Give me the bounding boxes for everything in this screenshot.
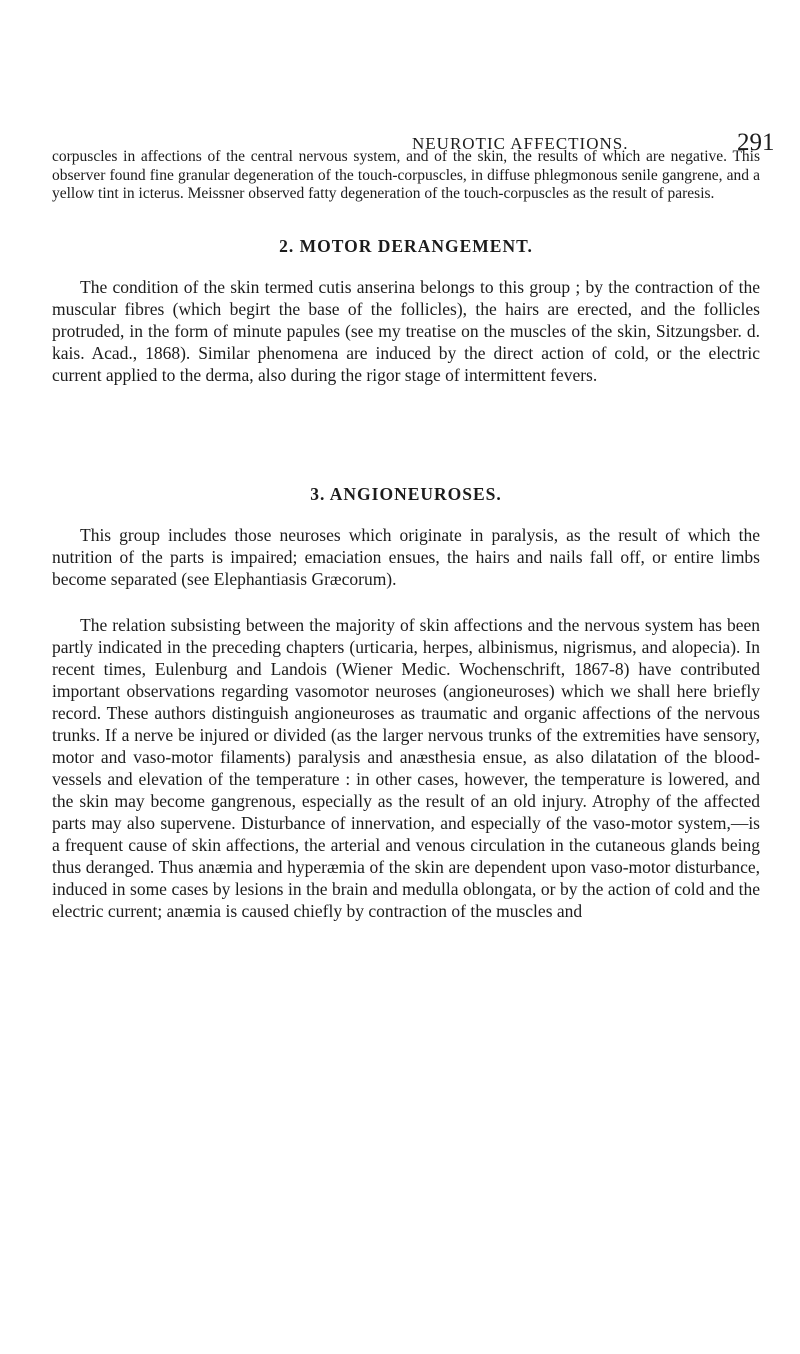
paragraph-angioneuroses-intro: This group includes those neuroses which originate in paralysis, as the result of which the nutrition of the parts is impaired; emaciation ensues, the hairs and nails fall off, or entire limbs become separated (see Elephantiasis Græcorum). <box>52 525 760 589</box>
paragraph-skin-nervous-relation: The relation subsisting between the majority of skin affections and the nervous system has been partly indicated in the preceding chapters (urticaria, herpes, albinismus, nigrismus, and alopecia). In recent times, Eulenburg and Landois (Wiener Medic. Wochenschrift, 1867-8) have contributed important observations regarding vasomotor neuroses (angioneuroses) which we shall here briefly record. These authors distinguish angioneuroses as traumatic and organic affections of the nervous trunks. If a nerve be injured or divided (as the larger nervous trunks of the extremities have sensory, motor and vaso-motor filaments) paralysis and anæsthesia ensue, as also dilatation of the blood-vessels and elevation of the temperature : in other cases, however, the temperature is lowered, and the skin may become gangrenous, especially as the result of an old injury. Atrophy of the affected parts may also supervene. Disturbance of innervation, and especially of the vaso-motor system,—is a frequent cause of skin affections, the arterial and venous circulation in the cutaneous glands being thus deranged. Thus anæmia and hyperæmia of the skin are dependent upon vaso-motor disturbance, induced in some cases by lesions in the brain and medulla oblongata, or by the action of cold and the electric current; anæmia is caused chiefly by contraction of the muscles and <box>52 615 760 921</box>
paragraph-touch-corpuscles: corpuscles in affections of the central nervous system, and of the skin, the results of which are negative. This observer found fine granular degeneration of the touch-corpuscles, in diffuse phlegmonous senile gangrene, and a yellow tint in icterus. Meissner observed fatty degeneration of the touch-corpuscles as the result of paresis. <box>52 148 760 202</box>
running-head: NEUROTIC AFFECTIONS. <box>412 134 629 153</box>
paragraph-cutis-anserina: The condition of the skin termed cutis anserina belongs to this group ; by the contraction of the muscular fibres (which begirt the base of the follicles), the hairs are erected, and the follicles protruded, in the form of minute papules (see my treatise on the muscles of the skin, Sitzungsber. d. kais. Acad., 1868). Similar phenomena are induced by the direct action of cold, or the electric current applied to the derma, also during the rigor stage of intermittent fevers. <box>52 277 760 385</box>
section-heading-motor-derangement: 2. MOTOR DERANGEMENT. <box>279 236 533 256</box>
section-heading-angioneuroses: 3. ANGIONEUROSES. <box>310 484 502 504</box>
page-number: 291 <box>737 129 775 156</box>
